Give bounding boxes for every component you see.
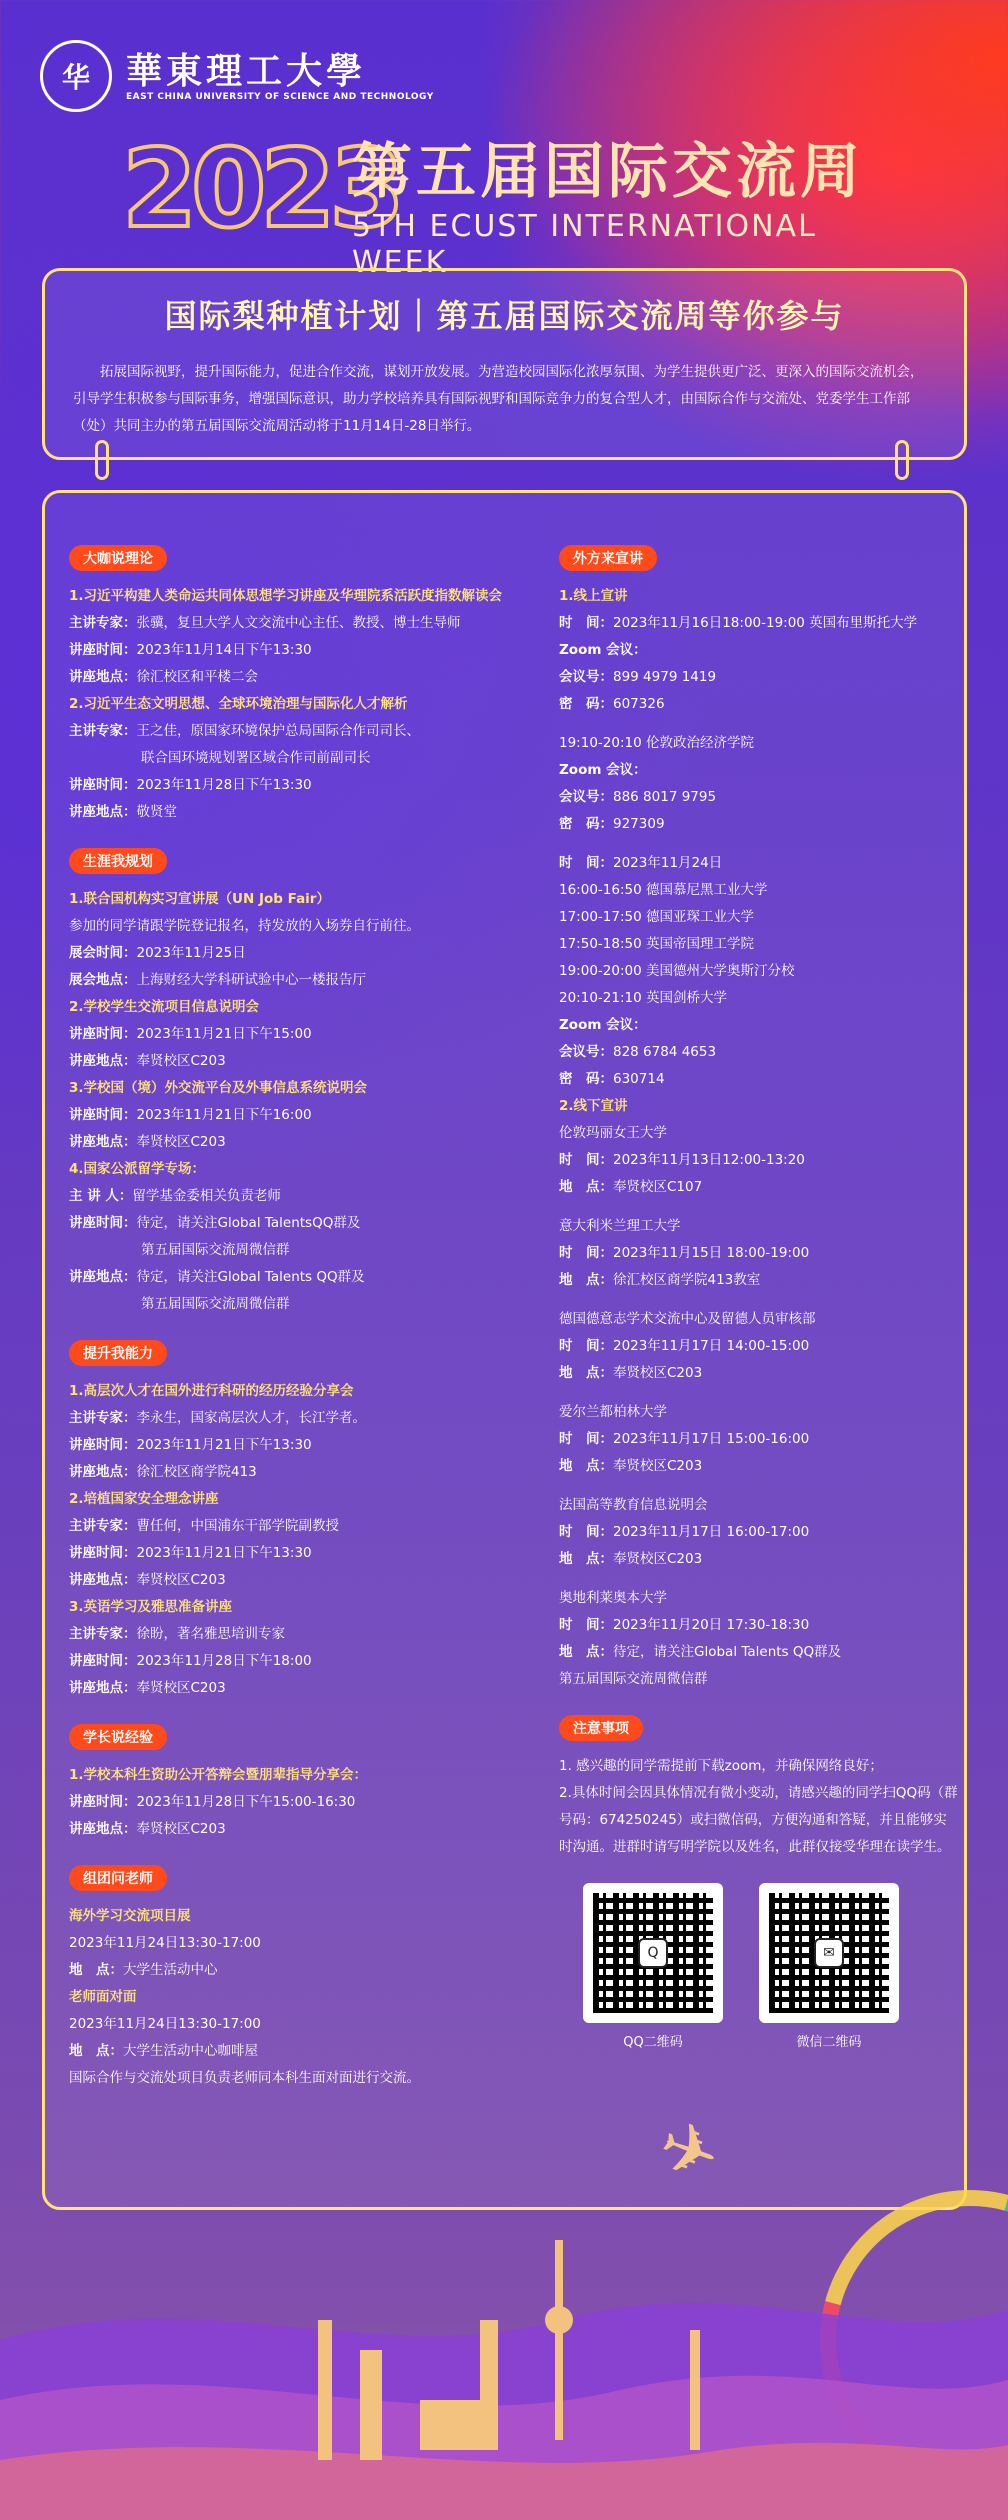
item-line <box>69 1048 539 1075</box>
item-line <box>559 1492 959 1519</box>
line-label: 时 间： <box>559 1152 613 1168</box>
line-value: 630714 <box>613 1071 665 1087</box>
line-label: 时 间： <box>559 1338 613 1354</box>
line-value: 徐汇校区和平楼二会 <box>136 669 258 685</box>
item-line <box>559 985 959 1012</box>
university-name-en: EAST CHINA UNIVERSITY OF SCIENCE AND TECHNOLOGY <box>126 92 434 102</box>
qr-label: QQ二维码 <box>623 2035 683 2050</box>
line-value: 607326 <box>613 696 665 712</box>
item-line <box>69 1405 539 1432</box>
line-value: 2023年11月21日下午16:00 <box>136 1107 312 1123</box>
line-value: 待定，请关注Global Talents QQ群及 <box>613 1644 842 1660</box>
item-line <box>559 1039 959 1066</box>
line-value: 17:00-17:50 德国亚琛工业大学 <box>559 909 754 925</box>
line-label: 主讲专家： <box>69 1410 137 1426</box>
line-value: 2023年11月17日 14:00-15:00 <box>613 1338 810 1354</box>
section-left-4 <box>69 1865 539 2092</box>
item-line <box>69 637 539 664</box>
item-line <box>559 1480 959 1492</box>
line-value: 奉贤校区C203 <box>613 1365 703 1381</box>
line-label: 展会地点： <box>69 972 137 988</box>
line-value: 大学生活动中心咖啡屋 <box>123 2043 258 2059</box>
line-label: 讲座地点： <box>69 1464 137 1480</box>
item-line <box>559 931 959 958</box>
item-line <box>559 1666 959 1693</box>
line-value: 奉贤校区C203 <box>613 1458 703 1474</box>
item-line <box>69 1021 539 1048</box>
line-value: 第五届国际交流周微信群 <box>141 1242 290 1258</box>
line-label: 讲座时间： <box>69 1215 137 1231</box>
item-line <box>69 1540 539 1567</box>
item-line <box>559 1213 959 1240</box>
palace <box>420 2400 480 2450</box>
intro-text: 拓展国际视野，提升国际能力，促进合作交流，谋划开放发展。为营造校园国际化浓厚氛围、为学生提供更广泛、更深入的国际交流机会，引导学生积极参与国际事务，增强国际意识，助力学校培养具有国际视野和国际竞争力的复合型人才，由国际合作与交流处、党委学生工作部（处）共同主办的第五届国际交流周活动将于11月14日-28日举行。 <box>73 364 924 434</box>
line-value: 2023年11月24日13:30-17:00 <box>69 2016 261 2032</box>
line-label: 讲座地点： <box>69 1572 137 1588</box>
line-value: 2023年11月28日下午13:30 <box>136 777 312 793</box>
ring-left <box>95 440 109 480</box>
item-line <box>69 718 539 745</box>
line-label: Zoom 会议： <box>559 1017 647 1033</box>
line-value: 爱尔兰都柏林大学 <box>559 1404 667 1420</box>
item-line <box>69 1567 539 1594</box>
item-line <box>559 1174 959 1201</box>
section-left-0 <box>69 545 539 826</box>
item-line <box>69 1621 539 1648</box>
section-right-1 <box>559 1715 959 1861</box>
line-value: 奉贤校区C107 <box>613 1179 703 1195</box>
line-label: 地 点： <box>559 1644 613 1660</box>
event-title-en: 5TH ECUST INTERNATIONAL WEEK <box>352 209 817 280</box>
item-title: 3.学校国（境）外交流平台及外事信息系统说明会 <box>69 1080 368 1096</box>
airplane-icon: ✈ <box>647 2102 731 2200</box>
qr-code[interactable] <box>583 1883 723 2050</box>
line-label: 讲座地点： <box>69 669 137 685</box>
university-name: 華東理工大學 <box>126 50 367 92</box>
item-line <box>69 1675 539 1702</box>
item-line <box>69 967 539 994</box>
item-line <box>559 664 959 691</box>
line-value: 2023年11月21日下午15:00 <box>136 1026 312 1042</box>
item-line <box>69 1129 539 1156</box>
intro-panel <box>42 268 967 460</box>
line-value: 2023年11月24日13:30-17:00 <box>69 1935 261 1951</box>
item-line <box>559 1306 959 1333</box>
line-value: 2023年11月20日 17:30-18:30 <box>613 1617 810 1633</box>
item-line <box>69 1237 539 1264</box>
line-label: 讲座时间： <box>69 1545 137 1561</box>
line-label: 讲座时间： <box>69 1437 137 1453</box>
line-value: 2023年11月28日下午18:00 <box>136 1653 312 1669</box>
item-line <box>559 1387 959 1399</box>
line-label: 讲座地点： <box>69 1134 137 1150</box>
line-label: Zoom 会议： <box>559 642 647 658</box>
line-value: 徐汇校区商学院413 <box>136 1464 257 1480</box>
line-value: 敬贤堂 <box>136 804 177 820</box>
line-value: 大学生活动中心 <box>123 1962 218 1978</box>
line-label: 会议号： <box>559 789 613 805</box>
line-label: 会议号： <box>559 669 613 685</box>
item-line <box>559 877 959 904</box>
item-line <box>559 958 959 985</box>
item-line <box>559 1360 959 1387</box>
item-line <box>559 757 959 784</box>
item-line <box>559 850 959 877</box>
city-skyline <box>0 2200 1008 2520</box>
item-line <box>559 718 959 730</box>
item-title: 1.学校本科生资助公开答辩会暨朋辈指导分享会： <box>69 1767 368 1783</box>
line-label: 讲座时间： <box>69 642 137 658</box>
item-line <box>69 1102 539 1129</box>
item-line <box>559 730 959 757</box>
item-title: 1.高层次人才在国外进行科研的经历经验分享会 <box>69 1383 354 1399</box>
line-label: 地 点： <box>69 1962 123 1978</box>
tower-4 <box>690 2330 700 2450</box>
item-title: 3.英语学习及雅思准备讲座 <box>69 1599 233 1615</box>
item-line <box>559 1147 959 1174</box>
line-value: 张骥，复旦大学人文交流中心主任、教授、博士生导师 <box>136 615 461 631</box>
item-line <box>559 1066 959 1093</box>
item-line <box>69 1210 539 1237</box>
line-value: 927309 <box>613 816 665 832</box>
tower-2 <box>360 2350 382 2460</box>
line-label: 主讲专家： <box>69 723 137 739</box>
line-value: 待定，请关注Global TalentsQQ群及 <box>136 1215 361 1231</box>
item-line <box>559 1267 959 1294</box>
item-line <box>69 2065 539 2092</box>
line-value: 法国高等教育信息说明会 <box>559 1497 708 1513</box>
line-value: 奉贤校区C203 <box>136 1680 226 1696</box>
line-label: 讲座地点： <box>69 1821 137 1837</box>
line-label: 讲座时间： <box>69 1653 137 1669</box>
item-line <box>69 664 539 691</box>
schedule-panel <box>42 490 967 2210</box>
line-value: 留学基金委相关负责老师 <box>132 1188 281 1204</box>
item-line <box>559 1333 959 1360</box>
item-title: 1.线上宣讲 <box>559 588 628 604</box>
item-title: 老师面对面 <box>69 1989 137 2005</box>
item-line <box>69 2011 539 2038</box>
line-label: 地 点： <box>559 1551 613 1567</box>
item-line <box>69 799 539 826</box>
item-line <box>559 1546 959 1573</box>
item-line <box>559 1426 959 1453</box>
line-value: 奉贤校区C203 <box>136 1134 226 1150</box>
item-line <box>69 772 539 799</box>
line-value: 上海财经大学科研试验中心一楼报告厅 <box>136 972 366 988</box>
section-left-2 <box>69 1340 539 1702</box>
line-value: 16:00-16:50 德国慕尼黑工业大学 <box>559 882 768 898</box>
line-value: 奉贤校区C203 <box>613 1551 703 1567</box>
item-line <box>69 940 539 967</box>
line-label: 地 点： <box>559 1272 613 1288</box>
line-label: 讲座时间： <box>69 1794 137 1810</box>
line-value: 2023年11月16日18:00-19:00 英国布里斯托大学 <box>613 615 918 631</box>
line-value: 2023年11月15日 18:00-19:00 <box>613 1245 810 1261</box>
left-column <box>69 545 539 2114</box>
section-tag: 外方来宣讲 <box>559 545 657 571</box>
line-label: 展会时间： <box>69 945 137 961</box>
line-value: 奉贤校区C203 <box>136 1821 226 1837</box>
line-value: 17:50-18:50 英国帝国理工学院 <box>559 936 754 952</box>
line-value: 国际合作与交流处项目负责老师同本科生面对面进行交流。 <box>69 2070 420 2086</box>
line-label: Zoom 会议： <box>559 762 647 778</box>
item-title: 4.国家公派留学专场： <box>69 1161 206 1177</box>
item-line <box>559 838 959 850</box>
item-line <box>69 1459 539 1486</box>
wechat-icon[interactable]: ✉ <box>759 1883 899 2023</box>
line-label: 讲座时间： <box>69 1026 137 1042</box>
item-line <box>69 1432 539 1459</box>
section-right-0 <box>559 545 959 1693</box>
item-line <box>69 1930 539 1957</box>
line-value: 李永生，国家高层次人才，长江学者。 <box>136 1410 366 1426</box>
line-label: 时 间： <box>559 855 613 871</box>
tower-3 <box>480 2320 498 2450</box>
item-line <box>69 913 539 940</box>
line-value: 2023年11月25日 <box>136 945 246 961</box>
line-label: 讲座地点： <box>69 804 137 820</box>
line-value: 886 8017 9795 <box>613 789 717 805</box>
item-line <box>69 1648 539 1675</box>
line-value: 第五届国际交流周微信群 <box>141 1296 290 1312</box>
tv-tower <box>555 2240 563 2440</box>
section-tag: 注意事项 <box>559 1715 643 1741</box>
line-label: 讲座时间： <box>69 777 137 793</box>
line-value: 第五届国际交流周微信群 <box>559 1671 708 1687</box>
line-label: 讲座地点： <box>69 1053 137 1069</box>
line-label: 会议号： <box>559 1044 613 1060</box>
item-line <box>559 1639 959 1666</box>
line-label: 时 间： <box>559 1245 613 1261</box>
line-value: 2023年11月17日 16:00-17:00 <box>613 1524 810 1540</box>
item-title: 2.习近平生态文明思想、全球环境治理与国际化人才解析 <box>69 696 408 712</box>
item-title: 2.线下宣讲 <box>559 1098 628 1114</box>
line-label: 讲座地点： <box>69 1680 137 1696</box>
item-line <box>69 1183 539 1210</box>
line-value: 参加的同学请跟学院登记报名，持发放的入场券自行前往。 <box>69 918 420 934</box>
item-line <box>559 784 959 811</box>
item-title: 1.习近平构建人类命运共同体思想学习讲座及华理院系活跃度指数解读会 <box>69 588 503 604</box>
line-label: 主 讲 人： <box>69 1188 133 1204</box>
line-value: 2023年11月24日 <box>613 855 723 871</box>
line-value: 2023年11月21日下午13:30 <box>136 1545 312 1561</box>
line-label: 密 码： <box>559 696 613 712</box>
line-label: 时 间： <box>559 1431 613 1447</box>
line-label: 主讲专家： <box>69 1626 137 1642</box>
item-line <box>559 1012 959 1039</box>
line-value: 2.具体时间会因具体情况有微小变动，请感兴趣的同学扫QQ码（群号码：674250245）或扫微信码，方便沟通和答疑，并且能够实时沟通。进群时请写明学院以及姓名，此群仅接受华理在读学生。 <box>559 1785 958 1855</box>
line-label: 讲座时间： <box>69 1107 137 1123</box>
item-line <box>559 637 959 664</box>
item-title: 海外学习交流项目展 <box>69 1908 191 1924</box>
section-tag: 生涯我规划 <box>69 848 167 874</box>
tv-tower-ball <box>545 2306 573 2334</box>
section-tag: 大咖说理论 <box>69 545 167 571</box>
line-value: 奉贤校区C203 <box>136 1572 226 1588</box>
item-line <box>559 1753 959 1780</box>
line-label: 时 间： <box>559 1617 613 1633</box>
line-value: 2023年11月13日12:00-13:20 <box>613 1152 805 1168</box>
line-value: 828 6784 4653 <box>613 1044 717 1060</box>
line-value: 伦敦玛丽女王大学 <box>559 1125 667 1141</box>
qr-code[interactable] <box>759 1883 899 2050</box>
line-value: 2023年11月17日 15:00-16:00 <box>613 1431 810 1447</box>
line-label: 时 间： <box>559 615 613 631</box>
line-label: 地 点： <box>559 1458 613 1474</box>
seal-icon: 华 <box>40 40 112 112</box>
item-line <box>559 1294 959 1306</box>
line-value: 899 4979 1419 <box>613 669 717 685</box>
item-line <box>69 1291 539 1318</box>
line-value: 德国德意志学术交流中心及留德人员审核部 <box>559 1311 816 1327</box>
section-tag: 组团问老师 <box>69 1865 167 1891</box>
item-line <box>69 1816 539 1843</box>
qr-label: 微信二维码 <box>796 2035 862 2050</box>
line-label: 地 点： <box>559 1179 613 1195</box>
line-label: 密 码： <box>559 816 613 832</box>
item-line <box>559 1612 959 1639</box>
line-value: 王之佳，原国家环境保护总局国际合作司司长、 <box>136 723 420 739</box>
item-line <box>559 1240 959 1267</box>
line-value: 徐汇校区商学院413教室 <box>613 1272 761 1288</box>
item-line <box>559 1399 959 1426</box>
section-left-3 <box>69 1724 539 1843</box>
line-value: 19:10-20:10 伦敦政治经济学院 <box>559 735 754 751</box>
line-value: 20:10-21:10 英国剑桥大学 <box>559 990 727 1006</box>
section-tag: 学长说经验 <box>69 1724 167 1750</box>
right-column <box>559 545 959 2050</box>
intro-heading: 国际梨种植计划｜第五届国际交流周等你参与 <box>164 297 845 335</box>
item-line <box>559 1573 959 1585</box>
event-year: 2023 <box>122 127 399 252</box>
line-value: 联合国环境规划署区域合作司前副司长 <box>141 750 371 766</box>
line-label: 地 点： <box>69 2043 123 2059</box>
ring-right <box>895 440 909 480</box>
item-line <box>559 811 959 838</box>
section-tag: 提升我能力 <box>69 1340 167 1366</box>
line-value: 奉贤校区C203 <box>136 1053 226 1069</box>
item-line <box>559 691 959 718</box>
line-label: 地 点： <box>559 1365 613 1381</box>
item-line <box>559 1780 959 1861</box>
item-line <box>559 1585 959 1612</box>
item-line <box>559 904 959 931</box>
line-value: 意大利米兰理工大学 <box>559 1218 681 1234</box>
line-value: 曹任何，中国浦东干部学院副教授 <box>136 1518 339 1534</box>
qr-codes <box>559 1883 959 2050</box>
line-label: 讲座地点： <box>69 1269 137 1285</box>
line-label: 主讲专家： <box>69 615 137 631</box>
item-line <box>69 610 539 637</box>
item-line <box>559 1453 959 1480</box>
line-value: 2023年11月21日下午13:30 <box>136 1437 312 1453</box>
item-line <box>559 1120 959 1147</box>
item-line <box>559 610 959 637</box>
item-line <box>559 1519 959 1546</box>
line-value: 待定，请关注Global Talents QQ群及 <box>136 1269 365 1285</box>
item-line <box>69 1957 539 1984</box>
event-header <box>122 127 902 280</box>
line-label: 密 码： <box>559 1071 613 1087</box>
event-title: 第五届国际交流周 <box>352 137 864 207</box>
line-value: 19:00-20:00 美国德州大学奥斯汀分校 <box>559 963 795 979</box>
line-value: 2023年11月14日下午13:30 <box>136 642 312 658</box>
section-left-1 <box>69 848 539 1318</box>
item-title: 2.学校学生交流项目信息说明会 <box>69 999 260 1015</box>
qq-icon[interactable]: Q <box>583 1883 723 2023</box>
line-value: 奥地利莱奥本大学 <box>559 1590 667 1606</box>
item-line <box>69 1789 539 1816</box>
item-line <box>69 1513 539 1540</box>
tower-1 <box>318 2320 332 2460</box>
line-label: 主讲专家： <box>69 1518 137 1534</box>
item-line <box>69 2038 539 2065</box>
item-title: 2.培植国家安全理念讲座 <box>69 1491 219 1507</box>
item-line <box>559 1201 959 1213</box>
line-value: 1. 感兴趣的同学需提前下载zoom，并确保网络良好； <box>559 1758 883 1774</box>
item-line <box>69 1264 539 1291</box>
item-line <box>69 745 539 772</box>
item-title: 1.联合国机构实习宣讲展（UN Job Fair） <box>69 891 330 907</box>
line-label: 时 间： <box>559 1524 613 1540</box>
line-value: 2023年11月28日下午15:00-16:30 <box>136 1794 356 1810</box>
university-logo <box>40 40 434 112</box>
line-value: 徐盼，著名雅思培训专家 <box>136 1626 285 1642</box>
